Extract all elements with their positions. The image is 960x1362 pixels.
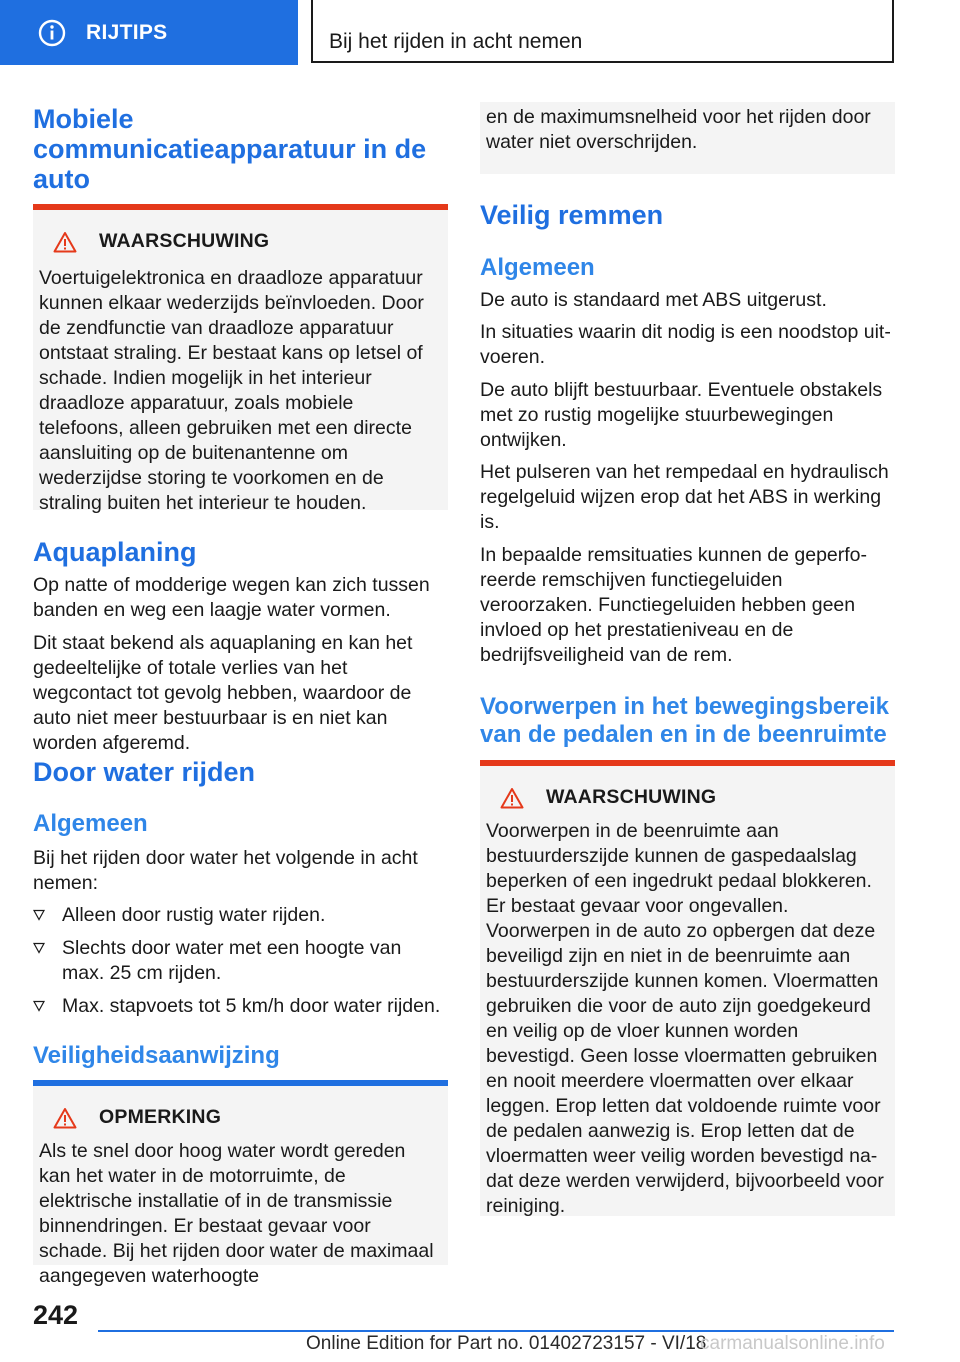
note-header bbox=[53, 1106, 221, 1129]
water-intro-paragraph: Bij het rijden door water het volgende in acht nemen: bbox=[33, 847, 418, 894]
aquaplaning-heading: Aquaplaning bbox=[33, 537, 197, 567]
footer-rule bbox=[98, 1330, 894, 1332]
note-box-water bbox=[33, 1080, 448, 1287]
braking-paragraph-2: In situaties waarin dit nodig is een noodstop uitvoeren. bbox=[480, 321, 891, 368]
warning-header bbox=[500, 786, 716, 809]
watermark: carmanualsonline.info bbox=[700, 1333, 885, 1354]
braking-paragraph-1: De auto is standaard met ABS uitgerust. bbox=[480, 289, 827, 311]
page-number: 242 bbox=[33, 1300, 79, 1330]
list-item: Max. stapvoets tot 5 km/h door water rijden. bbox=[33, 994, 445, 1019]
water-driving-heading: Door water rijden bbox=[33, 757, 256, 787]
braking-paragraph-5: In bepaalde remsituaties kunnen de geperforeerde remschijven functiegeluiden veroorzaken. Functiegeluiden hebben geen invloed op het prestatieniveau en de bedrijfsveiligheid van de rem. bbox=[480, 544, 868, 666]
note-box-continued bbox=[480, 102, 895, 174]
braking-paragraph-3: De auto blijft bestuurbaar. Eventuele obstakels met zo rustig mogelijke stuurbewegingen ontwijken. bbox=[480, 379, 883, 451]
section-tab bbox=[0, 0, 298, 65]
note-text: Als te snel door hoog water wordt gereden kan het water in de motorruimte, de elektrische installatie of in de transmissie binnendringen. Er bestaat gevaar voor schade. Bij het rijden door water de maximaal aangegeven waterhoogte bbox=[39, 1140, 434, 1287]
note-text-continued: en de maximumsnelheid voor het rijden door water niet overschrijden. bbox=[486, 106, 871, 153]
braking-general-subheading: Algemeen bbox=[480, 254, 595, 281]
edition-text: Online Edition for Part no. 01402723157 - VI/18 bbox=[306, 1333, 707, 1354]
list-item: Alleen door rustig water rijden. bbox=[33, 903, 445, 928]
note-label: OPMERKING bbox=[99, 1106, 222, 1128]
list-item: Slechts door water met een hoogte van max. 25 cm rijden. bbox=[33, 936, 445, 986]
water-general-subheading: Algemeen bbox=[33, 810, 148, 837]
warning-triangle-icon bbox=[500, 787, 524, 809]
warning-bar bbox=[480, 760, 895, 766]
note-bar bbox=[33, 1080, 448, 1086]
braking-paragraph-4: Het pulseren van het rempedaal en hydraulisch regelgeluid wijzen erop dat het ABS in werking is. bbox=[480, 461, 889, 533]
warning-bar bbox=[33, 204, 448, 210]
warning-label: WAARSCHUWING bbox=[546, 786, 717, 808]
bullet-triangle-icon bbox=[33, 1000, 45, 1012]
warning-box-pedals bbox=[480, 760, 895, 1216]
safe-braking-heading: Veilig remmen bbox=[480, 200, 664, 230]
warning-text: Voertuigelektronica en draadloze apparatuur kunnen elkaar wederzijds beïnvloeden. Door de zendfunctie van draadloze apparatuur ontstaat straling. Er bestaat kans op letsel of schade. Indien mogelijk in het interieur draadloze apparatuur, zoals mobiele telefoons, alleen gebruiken met een directe aansluiting op de buitenantenne om wederzijdse storing te voorkomen en de straling buiten het interieur te houden. bbox=[39, 267, 424, 514]
warning-triangle-icon bbox=[53, 1107, 77, 1129]
bullet-triangle-icon bbox=[33, 909, 45, 921]
chapter-title-box bbox=[311, 0, 894, 63]
info-icon bbox=[38, 19, 66, 47]
warning-box-mobile bbox=[33, 204, 448, 514]
aquaplaning-paragraph-2: Dit staat bekend als aquaplaning en kan het gedeeltelijke of totale verlies van het wegcontact tot gevolg hebben, waardoor de auto niet meer bestuurbaar is en niet kan worden afgeremd. bbox=[33, 632, 413, 754]
warning-header bbox=[53, 230, 269, 253]
water-bullet-list bbox=[33, 903, 445, 1027]
section-label: RIJTIPS bbox=[86, 20, 168, 44]
mobile-equipment-heading: Mobiele communicatieapparatuur in de auto bbox=[33, 104, 427, 194]
warning-label: WAARSCHUWING bbox=[99, 230, 270, 252]
warning-text: Voorwerpen in de beenruimte aan bestuurderszijde kunnen de gaspedaalslag beperken of een ingedrukt pedaal blokkeren. Er bestaat gevaar voor ongevallen. Voorwerpen in de auto zo opbergen dat deze beveiligd zijn en niet in de beenruimte aan bestuurderszijde kunnen komen. Vloermatten gebruiken die voor de auto zijn goedgekeurd en veilig op de vloer kunnen worden bevestigd. Geen losse vloermatten gebruiken en nooit meerdere vloermatten over elkaar leggen. Erop letten dat voldoende ruimte voor de pedalen aanwezig is. Erop letten dat de vloermatten weer veilig worden bevestigd nadat deze werden verwijderd, bijvoorbeeld voor reiniging. bbox=[486, 820, 884, 1217]
pedal-area-subheading: Voorwerpen in het bewegingsbereik van de pedalen en in de beenruimte bbox=[480, 693, 889, 748]
aquaplaning-paragraph-1: Op natte of modderige wegen kan zich tussen banden en weg een laagje water vormen. bbox=[33, 574, 430, 621]
safety-subheading: Veiligheidsaanwijzing bbox=[33, 1042, 280, 1069]
chapter-title: Bij het rijden in acht nemen bbox=[329, 30, 583, 53]
bullet-triangle-icon bbox=[33, 942, 45, 954]
warning-triangle-icon bbox=[53, 231, 77, 253]
